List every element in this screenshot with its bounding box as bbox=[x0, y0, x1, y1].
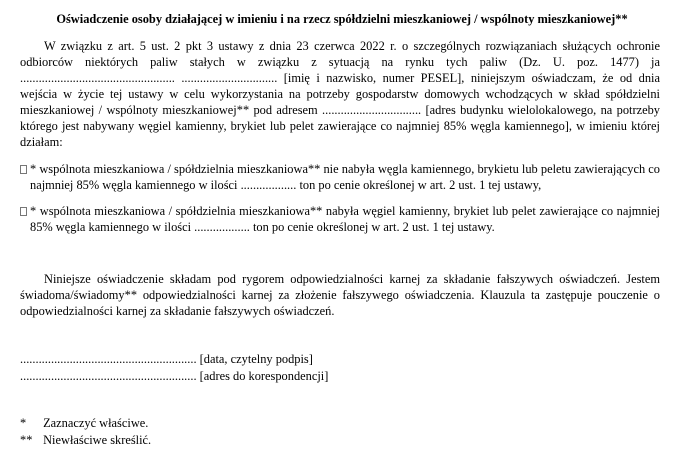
footnote-text: Niewłaściwe skreślić. bbox=[43, 433, 152, 447]
declaration-paragraph: Niniejsze oświadczenie składam pod rygorem odpowiedzialności karnej za składanie fałszywych oświadczeń. Jestem świadoma/świadomy** odpowiedzialności karnej za złożenie fałszywego oświadczenia. Klauzula ta zastępuje pouczenie o odpowiedzialności karnej za składanie fałszywych oświadczeń. bbox=[20, 272, 660, 318]
option-not-purchased[interactable] bbox=[20, 161, 660, 193]
option-marker: * bbox=[30, 162, 37, 176]
footnote-mark: ** bbox=[20, 433, 33, 447]
option-marker: * bbox=[30, 204, 37, 218]
footnote-2 bbox=[20, 432, 151, 448]
signature-address-line: ......................................................... [adres do korespondencji] bbox=[20, 369, 329, 383]
footnote-mark: * bbox=[20, 416, 27, 430]
option-text: wspólnota mieszkaniowa / spółdzielnia mieszkaniowa** nabyła węgiel kamienny, brykiet lub pelet zawierające co najmniej 85% węgla kamiennego w ilości .................. ton po cenie określonej w art. 2 ust. 1 tej ustawy. bbox=[30, 204, 661, 234]
footnote-text: Zaznaczyć właściwe. bbox=[43, 416, 149, 430]
option-purchased[interactable] bbox=[20, 203, 660, 235]
checkbox-icon[interactable] bbox=[20, 203, 30, 235]
checkbox-icon[interactable] bbox=[20, 161, 30, 193]
signature-date-line: ......................................................... [data, czytelny podpis] bbox=[20, 352, 313, 366]
option-text: wspólnota mieszkaniowa / spółdzielnia mieszkaniowa** nie nabyła węgla kamiennego, brykietu lub peletu zawierających co najmniej 85% węgla kamiennego w ilości .................. ton po cenie określonej w art. 2 ust. 1 tej ustawy, bbox=[30, 162, 660, 192]
footnote-1 bbox=[20, 415, 148, 431]
intro-paragraph: W związku z art. 5 ust. 2 pkt 3 ustawy z dnia 23 czerwca 2022 r. o szczególnych rozwiązaniach służących ochronie odbiorców niektórych paliw stałych w związku z sytuacją na rynku tych paliw (Dz. U. poz. 1477) ja .................................................. ............................... [imię i nazwisko, numer PESEL], niniejszym oświadczam, że od dnia wejścia w życie tej ustawy w celu wykorzystania na potrzeby gospodarstw domowych wchodzących w skład spółdzielni mieszkaniowej / wspólnoty mieszkaniowej** pod adresem ................................ [adres budynku wielolokalowego, na potrzeby którego jest nabywany węgiel kamienny, brykiet lub pelet zawierające co najmniej 85% węgla kamiennego], w imieniu której działam: bbox=[20, 39, 660, 149]
document-title: Oświadczenie osoby działającej w imieniu i na rzecz spółdzielni mieszkaniowej / wspólnoty mieszkaniowej** bbox=[56, 12, 628, 26]
